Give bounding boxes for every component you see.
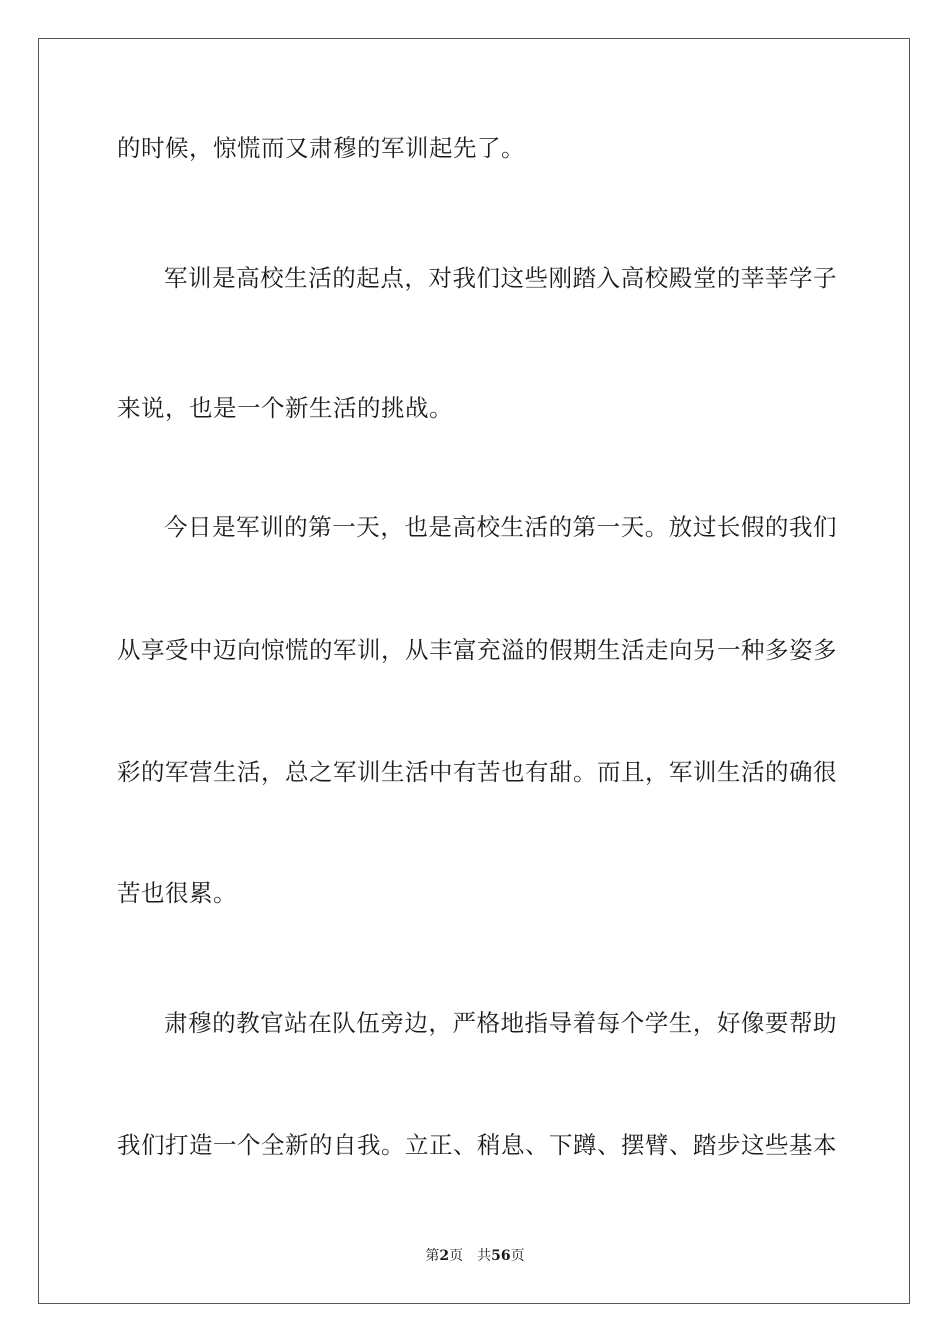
page-prefix: 第 bbox=[425, 1248, 440, 1264]
text-line-3: 来说，也是一个新生活的挑战。 bbox=[117, 394, 453, 422]
page-number: 2 bbox=[439, 1248, 450, 1264]
text-line-7: 苦也很累。 bbox=[117, 879, 237, 907]
text-line-2: 军训是高校生活的起点，对我们这些刚踏入高校殿堂的莘莘学子 bbox=[164, 264, 837, 292]
total-suffix: 页 bbox=[510, 1248, 525, 1264]
text-line-1: 的时候，惊慌而又肃穆的军训起先了。 bbox=[117, 134, 525, 162]
page-border bbox=[38, 38, 910, 1304]
total-prefix: 共 bbox=[477, 1248, 492, 1264]
text-line-4: 今日是军训的第一天，也是高校生活的第一天。放过长假的我们 bbox=[164, 513, 837, 541]
text-line-8: 肃穆的教官站在队伍旁边，严格地指导着每个学生，好像要帮助 bbox=[164, 1009, 837, 1037]
text-line-5: 从享受中迈向惊慌的军训，从丰富充溢的假期生活走向另一种多姿多 bbox=[117, 636, 837, 664]
text-line-9: 我们打造一个全新的自我。立正、稍息、下蹲、摆臂、踏步这些基本 bbox=[117, 1131, 837, 1159]
page-footer bbox=[0, 1247, 950, 1265]
text-line-6: 彩的军营生活，总之军训生活中有苦也有甜。而且，军训生活的确很 bbox=[117, 758, 837, 786]
total-pages: 56 bbox=[491, 1248, 511, 1264]
page-suffix: 页 bbox=[449, 1248, 464, 1264]
